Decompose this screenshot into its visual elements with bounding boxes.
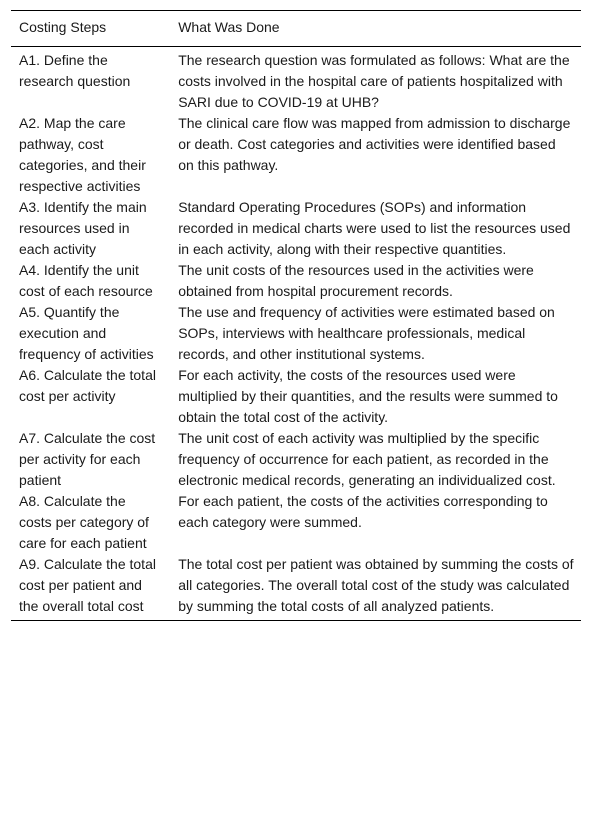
table-row xyxy=(11,197,581,260)
done-cell: For each activity, the costs of the resources used were multiplied by their quantities, and the results were summed to obtain the total cost of the activity. xyxy=(178,367,558,425)
step-cell: A4. Identify the unit cost of each resource xyxy=(19,262,153,299)
done-cell: The unit cost of each activity was multiplied by the specific frequency of occurrence for each patient, as recorded in the electronic medical records, generating an individualized cost. xyxy=(178,430,556,488)
step-cell: A2. Map the care pathway, cost categories, and their respective activities xyxy=(19,115,146,194)
table-row xyxy=(11,491,581,554)
done-cell: The use and frequency of activities were estimated based on SOPs, interviews with healthcare professionals, medical records, and other institutional systems. xyxy=(178,304,555,362)
table-header xyxy=(11,11,581,47)
table-row xyxy=(11,47,581,114)
header-costing-steps: Costing Steps xyxy=(19,19,107,35)
step-cell: A7. Calculate the cost per activity for each patient xyxy=(19,430,156,488)
step-cell: A8. Calculate the costs per category of care for each patient xyxy=(19,493,149,551)
header-what-was-done: What Was Done xyxy=(178,19,280,35)
step-cell: A9. Calculate the total cost per patient and the overall total cost xyxy=(19,556,156,614)
step-cell: A6. Calculate the total cost per activity xyxy=(19,367,156,404)
done-cell: The research question was formulated as follows: What are the costs involved in the hospital care of patients hospitalized with SARI due to COVID-19 at UHB? xyxy=(178,52,570,110)
table-row xyxy=(11,365,581,428)
done-cell: Standard Operating Procedures (SOPs) and information recorded in medical charts were used to list the resources used in each activity, along with their respective quantities. xyxy=(178,199,571,257)
step-cell: A5. Quantify the execution and frequency of activities xyxy=(19,304,154,362)
table-body xyxy=(11,47,581,621)
costing-steps-table xyxy=(11,10,581,621)
table-row xyxy=(11,302,581,365)
step-cell: A1. Define the research question xyxy=(19,52,131,89)
table-row xyxy=(11,554,581,621)
costing-steps-table-container xyxy=(11,10,581,621)
step-cell: A3. Identify the main resources used in each activity xyxy=(19,199,147,257)
done-cell: The total cost per patient was obtained by summing the costs of all categories. The overall total cost of the study was calculated by summing the total costs of all analyzed patients. xyxy=(178,556,574,614)
table-row xyxy=(11,428,581,491)
done-cell: The clinical care flow was mapped from admission to discharge or death. Cost categories and activities were identified based on this pathway. xyxy=(178,115,571,173)
table-header-row xyxy=(11,11,581,47)
table-row xyxy=(11,113,581,197)
done-cell: The unit costs of the resources used in the activities were obtained from hospital procurement records. xyxy=(178,262,534,299)
done-cell: For each patient, the costs of the activities corresponding to each category were summed. xyxy=(178,493,548,530)
table-row xyxy=(11,260,581,302)
